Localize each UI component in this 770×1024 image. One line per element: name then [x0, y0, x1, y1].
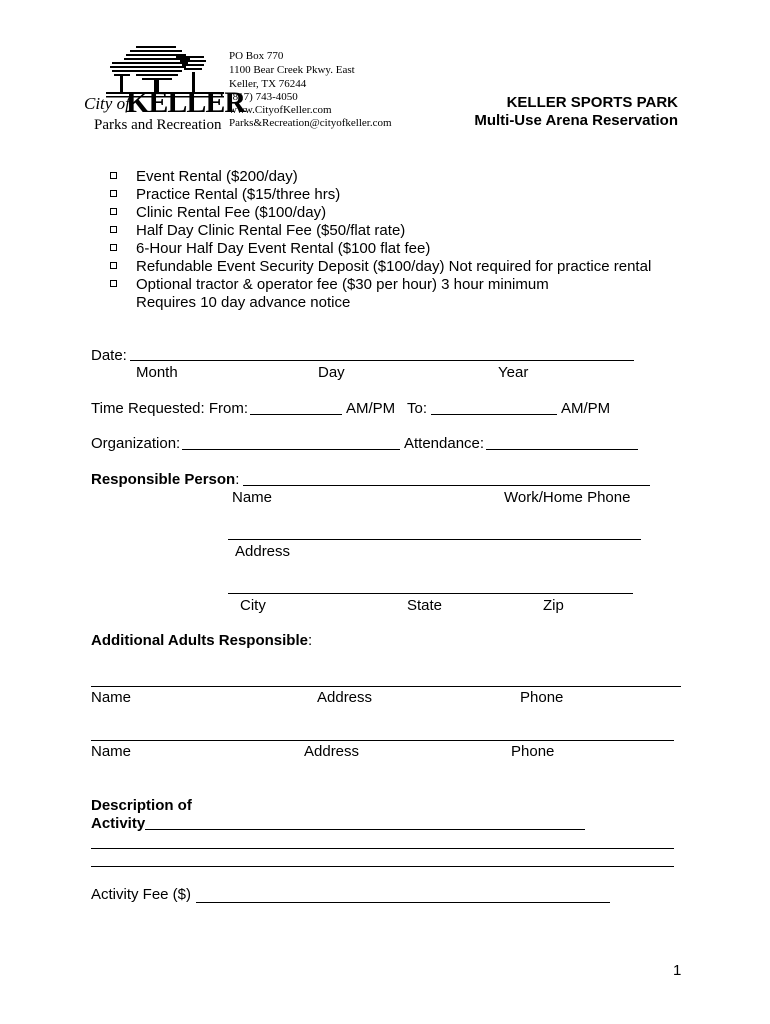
logo-city-of: City of — [84, 94, 130, 113]
responsible-state-label: State — [407, 597, 443, 614]
responsible-address-label: Address — [235, 543, 291, 560]
attendance-label: Attendance: — [404, 435, 485, 452]
additional-1-address-label: Address — [317, 689, 373, 706]
additional-2-name-label: Name — [91, 743, 132, 760]
address-line: PO Box 770 — [229, 50, 284, 62]
option-label: Optional tractor & operator fee ($30 per hour) 3 hour minimum — [136, 276, 549, 293]
responsible-name-line[interactable] — [243, 485, 650, 486]
attendance-input-line[interactable] — [486, 449, 638, 450]
additional-1-name-label: Name — [91, 689, 132, 706]
option-label: Clinic Rental Fee ($100/day) — [136, 204, 327, 221]
responsible-person-label — [91, 471, 239, 489]
page-subtitle: Multi-Use Arena Reservation — [474, 112, 678, 129]
date-year-label: Year — [498, 364, 529, 381]
logo-keller: KELLER — [126, 86, 246, 119]
checkbox[interactable] — [110, 262, 117, 269]
additional-adults-text: Additional Adults Responsible — [91, 632, 308, 649]
date-day-label: Day — [318, 364, 345, 381]
description-input-line-1[interactable] — [145, 829, 585, 830]
checkbox[interactable] — [110, 226, 117, 233]
additional-2-phone-label: Phone — [511, 743, 555, 760]
checkbox[interactable] — [110, 244, 117, 251]
time-to-input-line[interactable] — [431, 414, 557, 415]
checkbox[interactable] — [110, 280, 117, 287]
checkbox[interactable] — [110, 190, 117, 197]
time-from-input-line[interactable] — [250, 414, 342, 415]
responsible-name-label: Name — [232, 489, 273, 506]
responsible-person-text: Responsible Person — [91, 471, 236, 488]
description-label-line2: Activity — [91, 815, 146, 832]
time-to-label: To: — [407, 400, 428, 417]
date-month-label: Month — [136, 364, 178, 381]
additional-2-address-label: Address — [304, 743, 360, 760]
time-label: Time Requested: From: — [91, 400, 248, 417]
option-label: Refundable Event Security Deposit ($100/day) Not required for practice rental — [136, 258, 652, 275]
time-from-ampm: AM/PM — [346, 400, 396, 417]
address-line: (817) 743-4050 — [229, 91, 298, 103]
time-to-ampm: AM/PM — [561, 400, 611, 417]
responsible-zip-label: Zip — [543, 597, 564, 614]
logo-dept: Parks and Recreation — [94, 117, 222, 133]
description-label-line1: Description of — [91, 797, 192, 814]
description-input-line-3[interactable] — [91, 866, 674, 867]
date-input-line[interactable] — [130, 360, 634, 361]
responsible-colon: : — [235, 471, 240, 488]
advance-notice: Requires 10 day advance notice — [136, 294, 351, 311]
additional-adult-1-line[interactable] — [91, 686, 681, 687]
checkbox[interactable] — [110, 208, 117, 215]
keller-logo — [84, 42, 246, 137]
address-line: Keller, TX 76244 — [229, 78, 307, 90]
responsible-city-line[interactable] — [228, 593, 633, 594]
responsible-city-label: City — [240, 597, 266, 614]
option-label: Half Day Clinic Rental Fee ($50/flat rate) — [136, 222, 406, 239]
additional-adults-label — [91, 632, 312, 650]
page-number: 1 — [673, 962, 682, 979]
option-label: 6-Hour Half Day Event Rental ($100 flat fee) — [136, 240, 431, 257]
responsible-phone-label: Work/Home Phone — [504, 489, 631, 506]
description-input-line-2[interactable] — [91, 848, 674, 849]
additional-colon: : — [307, 632, 313, 649]
page-title: KELLER SPORTS PARK — [506, 94, 678, 111]
organization-input-line[interactable] — [182, 449, 400, 450]
activity-fee-label: Activity Fee ($) — [91, 886, 192, 903]
organization-label: Organization: — [91, 435, 181, 452]
option-label: Event Rental ($200/day) — [136, 168, 298, 185]
additional-adult-2-line[interactable] — [91, 740, 674, 741]
website-link[interactable]: www.CityofKeller.com — [229, 104, 332, 116]
email-link[interactable]: Parks&Recreation@cityofkeller.com — [229, 117, 392, 129]
additional-1-phone-label: Phone — [520, 689, 564, 706]
address-line: 1100 Bear Creek Pkwy. East — [229, 64, 355, 76]
responsible-address-line[interactable] — [228, 539, 641, 540]
option-label: Practice Rental ($15/three hrs) — [136, 186, 341, 203]
checkbox[interactable] — [110, 172, 117, 179]
activity-fee-input-line[interactable] — [196, 902, 610, 903]
date-label: Date: — [91, 347, 127, 364]
